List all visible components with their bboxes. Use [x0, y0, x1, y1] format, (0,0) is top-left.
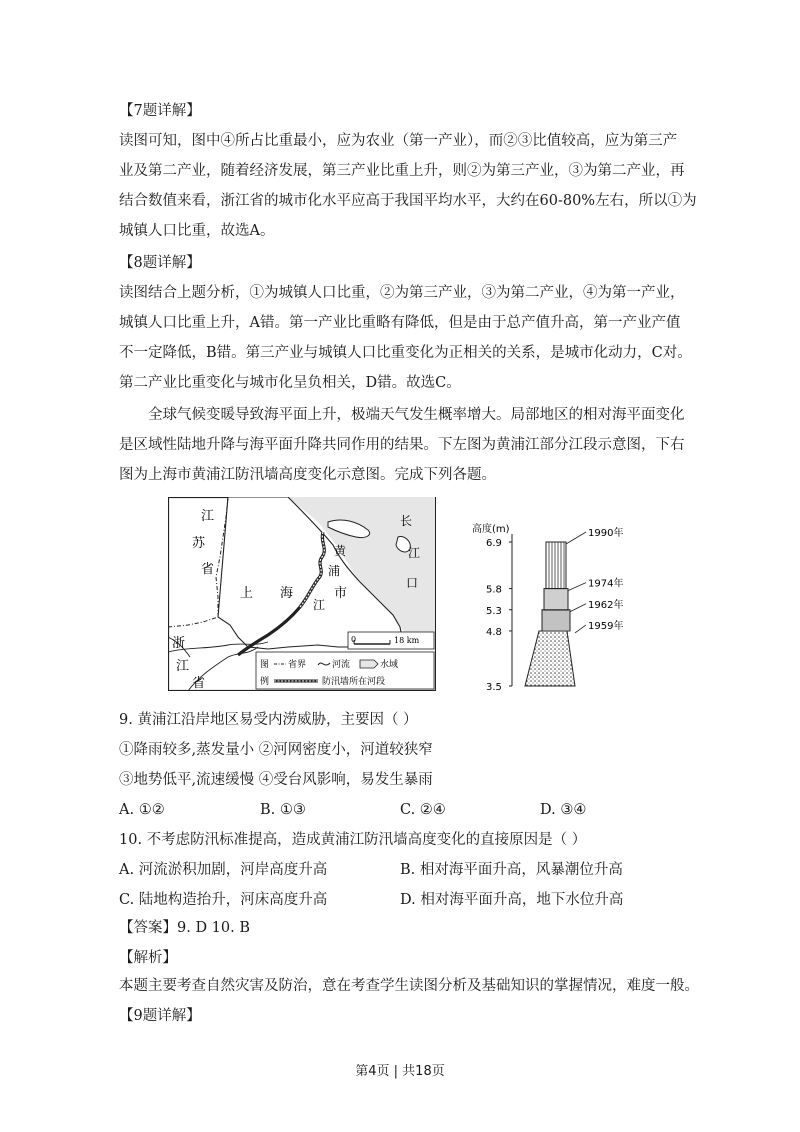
q10-choice-b: B. 相对海平面升高，风暴潮位升高: [400, 862, 623, 878]
q8-heading: 【8题详解】: [119, 255, 201, 271]
legend-water: 水域: [380, 660, 399, 670]
bar-1974年: [544, 589, 568, 610]
label-1959年: 1959年: [588, 620, 624, 632]
legend-wall: 防汛墙所在河段: [322, 677, 386, 687]
bar-1990年: [546, 542, 566, 589]
legend-river: 河流: [332, 660, 351, 670]
q8-line-2: 城镇人口比重上升，A错。第一产业比重略有降低，但是由于总产值升高，第一产业产值: [119, 315, 681, 331]
q8-line-4: 第二产业比重变化与城市化呈负相关，D错。故选C。: [119, 375, 461, 391]
q7-line-3: 结合数值来看，浙江省的城市化水平应高于我国平均水平，大约在60-80%左右，所以①为: [119, 193, 697, 209]
intro-line-1: 全球气候变暖导致海平面上升，极端天气发生概率增大。局部地区的相对海平面变化: [148, 407, 685, 423]
leader-1959年: [575, 625, 586, 633]
label-chang: 长: [400, 514, 413, 528]
q10-stem: 10. 不考虑防汛标准提高，造成黄浦江防汛墙高度变化的直接原因是（ ）: [119, 832, 587, 848]
q9-stem: 9. 黄浦江沿岸地区易受内涝威胁，主要因（ ）: [119, 712, 418, 728]
leader-1962年: [570, 604, 586, 612]
label-pu: 浦: [328, 564, 341, 578]
leader-1974年: [568, 583, 586, 591]
q7-heading: 【7题详解】: [119, 103, 201, 119]
y-tick-label: 5.3: [486, 605, 502, 617]
flood-wall-chart: [470, 520, 660, 690]
label-1974年: 1974年: [588, 578, 624, 590]
y-tick-label: 4.8: [486, 626, 502, 638]
scale-km: 18 km: [394, 636, 420, 645]
answer: 【答案】9. D 10. B: [119, 920, 251, 936]
leader-1990年: [566, 532, 586, 544]
huangpu-river-map: [168, 497, 436, 691]
page-footer: 第4页 | 共18页: [355, 1064, 445, 1079]
q9-choice-c: C. ②④: [400, 802, 446, 818]
q9-detail-heading: 【9题详解】: [119, 1008, 201, 1024]
y-tick-label: 5.8: [486, 584, 502, 596]
label-sheng1: 省: [201, 562, 215, 577]
label-kou: 口: [406, 576, 419, 590]
q8-line-1: 读图结合上题分析，①为城镇人口比重，②为第三产业，③为第二产业，④为第一产业，: [119, 285, 685, 301]
q7-line-2: 业及第二产业，随着经济发展，第三产业比重上升，则②为第三产业，③为第二产业，再: [119, 163, 685, 179]
label-jiang1: 江: [201, 509, 215, 524]
label-jiang2: 江: [408, 546, 421, 560]
label-su: 苏: [192, 536, 206, 551]
scale-zero: 0: [351, 635, 357, 644]
analysis-text: 本题主要考查自然灾害及防治，意在考查学生读图分析及基础知识的掌握情况，难度一般。: [119, 978, 699, 994]
label-sheng2: 省: [192, 676, 206, 691]
legend-tu: 图: [260, 660, 270, 670]
q10-choice-a: A. 河流淤积加剧，河岸高度升高: [119, 862, 328, 878]
intro-line-3: 图为上海市黄浦江防汛墙高度变化示意图。完成下列各题。: [119, 467, 496, 483]
bar-1962年: [542, 610, 570, 631]
q9-choice-d: D. ③④: [540, 802, 587, 818]
intro-line-2: 是区域性陆地升降与海平面升降共同作用的结果。下左图为黄浦江部分江段示意图，下右: [119, 437, 685, 453]
q7-line-4: 城镇人口比重，故选A。: [119, 223, 275, 239]
y-axis-label: 高度(m): [472, 524, 510, 535]
label-jiang3: 江: [176, 659, 190, 674]
q10-choice-c: C. 陆地构造抬升，河床高度升高: [119, 892, 328, 908]
label-huang: 黄: [334, 544, 347, 558]
label-zhe: 浙: [172, 636, 186, 651]
q9-choice-b: B. ①③: [260, 802, 306, 818]
label-1990年: 1990年: [588, 528, 624, 539]
q9-options-1: ①降雨较多,蒸发量小 ②河网密度小，河道较狭窄: [119, 742, 433, 758]
analysis-heading: 【解析】: [119, 950, 177, 966]
label-jiang-river: 江: [313, 598, 326, 612]
y-tick-label: 6.9: [486, 538, 502, 549]
label-hai: 海: [280, 586, 294, 601]
legend-li: 例: [260, 677, 270, 687]
q9-choice-a: A. ①②: [119, 802, 165, 818]
q7-line-1: 读图可知，图中④所占比重最小，应为农业（第一产业），而②③比值较高，应为第三产: [119, 133, 678, 149]
legend-boundary: 省界: [288, 660, 307, 670]
y-tick-label: 3.5: [486, 682, 502, 690]
label-shang: 上: [240, 586, 254, 601]
label-1962年: 1962年: [588, 599, 624, 611]
label-shi: 市: [334, 586, 348, 601]
q8-line-3: 不一定降低，B错。第三产业与城镇人口比重变化为正相关的关系，是城市化动力，C对。: [119, 345, 692, 361]
q10-choice-d: D. 相对海平面升高，地下水位升高: [400, 892, 624, 908]
q9-options-2: ③地势低平,流速缓慢 ④受台风影响，易发生暴雨: [119, 772, 433, 788]
bar-1959年: [525, 631, 575, 686]
scale-box: [348, 632, 434, 649]
